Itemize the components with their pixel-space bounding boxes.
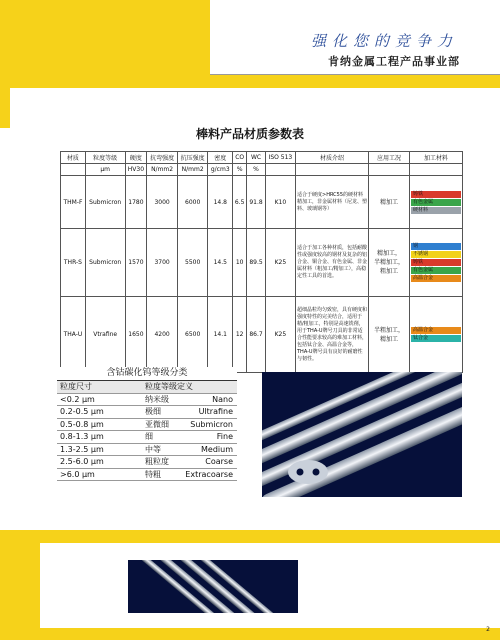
header-cell: 抗弯强度 [147,152,178,164]
unit-cell [265,164,295,176]
list-item [57,431,237,444]
material-tag: 铸铁 [411,259,461,266]
application-cell [369,297,410,373]
grain-size: 0.2-0.5 μm [60,407,104,416]
header-cell: WC [247,152,266,164]
header-cell: 粒度等级 [85,152,125,164]
unit-cell: g/cm3 [208,164,233,176]
grade-cn: 纳米级 [145,394,169,404]
unit-cell: μm [85,164,125,176]
material-tag: 钛合金 [411,335,461,342]
size-header: 粒度尺寸 [60,382,92,391]
bending-cell: 3000 [147,176,178,229]
bending-cell: 4200 [147,297,178,373]
grain-size: 2.5-6.0 μm [60,457,104,466]
wc-cell: 91.8 [247,176,266,229]
list-item [57,469,237,482]
classification-table [57,367,237,497]
slogan: 强化您的竞争力 [310,32,458,50]
application-line: 粗加工 [379,268,398,275]
grade-cn: 细 [145,432,153,441]
unit-cell: % [247,164,266,176]
co-cell: 12 [233,297,247,373]
grade-en: Fine [216,432,233,441]
header-divider [210,74,500,75]
table-row [61,229,463,297]
iso-cell: K25 [265,297,295,373]
grade-cn: 特粗 [145,469,161,479]
density-cell: 14.1 [208,297,233,373]
unit-cell [369,164,410,176]
intro-cell: 适合于加工各种材质，包括耐酸性或强度较高的钢材及复杂的铝合金、铜合金、有色金属、非金属材料（粗加工/精加工），高稳定性工具的首选。 [296,229,369,297]
co-cell: 10 [233,229,247,297]
bending-cell: 3700 [147,229,178,297]
iso-cell: K10 [265,176,295,229]
material-tag: 高温合金 [411,275,461,282]
carbide-rods-image [262,372,462,497]
material-tag: 有色金属 [411,199,461,206]
grain-size: 1.3-2.5 μm [60,444,104,454]
application-line: 精加工 [379,198,398,206]
co-cell: 6.5 [233,176,247,229]
list-item [57,406,237,419]
unit-cell [296,164,369,176]
material-tag: 硬材料 [411,207,461,214]
grade-en: Submicron [190,419,233,429]
page-number: 2 [486,626,490,633]
density-cell: 14.8 [208,176,233,229]
division-name: 肯纳金属工程产品事业部 [328,55,460,68]
hardness-cell: 1780 [125,176,147,229]
wc-cell: 86.7 [247,297,266,373]
unit-cell: HV30 [125,164,147,176]
header-cell: 应用工况 [369,152,410,164]
header-cell: 密度 [208,152,233,164]
side-tab [0,88,10,128]
grade-en: Coarse [205,457,233,466]
carbide-rods-strip-photo [128,560,298,613]
intro-cell: 超细晶粒均匀致密，具有硬度和强度特性的完美结合，适用于精/粗加工，特别是高速铣削，用于THA-U牌号刀具的非常适合性能要求较高的难加工材料，包括钛合金、高温合金等，THA-U牌号具有良好的耐磨性与韧性。 [296,297,369,373]
header-cell: 抗压强度 [177,152,208,164]
materials-cell [410,229,463,297]
grade-cn: 粗粒度 [145,457,169,466]
grain-cell: Submicron [85,229,125,297]
list-item [57,456,237,469]
header-cell: ISO 513 [265,152,295,164]
definition-header: 粒度等级定义 [145,382,193,391]
iso-cell: K25 [265,229,295,297]
table-row [61,297,463,373]
unit-cell: N/mm2 [177,164,208,176]
materials-cell [410,297,463,373]
application-cell [369,229,410,297]
unit-cell [410,164,463,176]
unit-cell: % [233,164,247,176]
grade-cell: THR-S [61,229,86,297]
grade-en: Extracoarse [185,469,233,479]
table-header-row [61,152,463,164]
header-cell: CO [233,152,247,164]
density-cell: 14.5 [208,229,233,297]
table-units-row [61,164,463,176]
compressive-cell: 6000 [177,176,208,229]
grain-cell: Submicron [85,176,125,229]
material-tag: 有色金属 [411,267,461,274]
grade-cn: 亚微细 [145,419,169,429]
list-item [57,394,237,407]
hardness-cell: 1570 [125,229,147,297]
grain-size: <0.2 μm [60,394,95,404]
grain-cell: Vtrafine [85,297,125,373]
header-cell: 材质介绍 [296,152,369,164]
header-cell: 加工材料 [410,152,463,164]
grade-cell: THM-F [61,176,86,229]
compressive-cell: 5500 [177,229,208,297]
intro-cell: 适合于硬度>HRC55的硬材料精加工，非金属材料（尼龙、塑料、玻璃钢等） [296,176,369,229]
table-row [61,176,463,229]
properties-title: 棒料产品材质参数表 [195,127,304,141]
application-line: 半粗加工， [373,326,404,334]
grade-cell: THA-U [61,297,86,373]
grain-size: >6.0 μm [60,469,95,479]
hardness-cell: 1650 [125,297,147,373]
application-line: 半精加工， [373,259,404,266]
properties-table [60,151,463,373]
material-tag: 不锈钢 [411,251,461,258]
material-tag: 铸铁 [411,191,461,198]
compressive-cell: 6500 [177,297,208,373]
list-item [57,444,237,457]
grade-en: Ultrafine [198,407,233,416]
materials-cell [410,176,463,229]
grade-cn: 中等 [145,444,161,454]
carbide-rods-photo [262,372,462,497]
classification-header-row [57,381,237,394]
wc-cell: 89.5 [247,229,266,297]
grade-en: Medium [201,444,233,454]
unit-cell: N/mm2 [147,164,178,176]
application-line: 精加工， [376,250,401,257]
application-cell [369,176,410,229]
grade-cn: 极细 [145,407,161,416]
application-line: 精加工 [379,335,398,343]
grain-size: 0.5-0.8 μm [60,419,104,429]
carbide-rods-strip-image [128,560,298,613]
material-tag: 钢 [411,243,461,250]
grain-size: 0.8-1.3 μm [60,432,104,441]
grade-en: Nano [212,394,233,404]
classification-title: 含钴碳化钨等级分类 [57,367,237,381]
header-cell: 材质 [61,152,86,164]
header-cell: 硬度 [125,152,147,164]
list-item [57,419,237,432]
material-tag: 高温合金 [411,327,461,334]
unit-cell [61,164,86,176]
